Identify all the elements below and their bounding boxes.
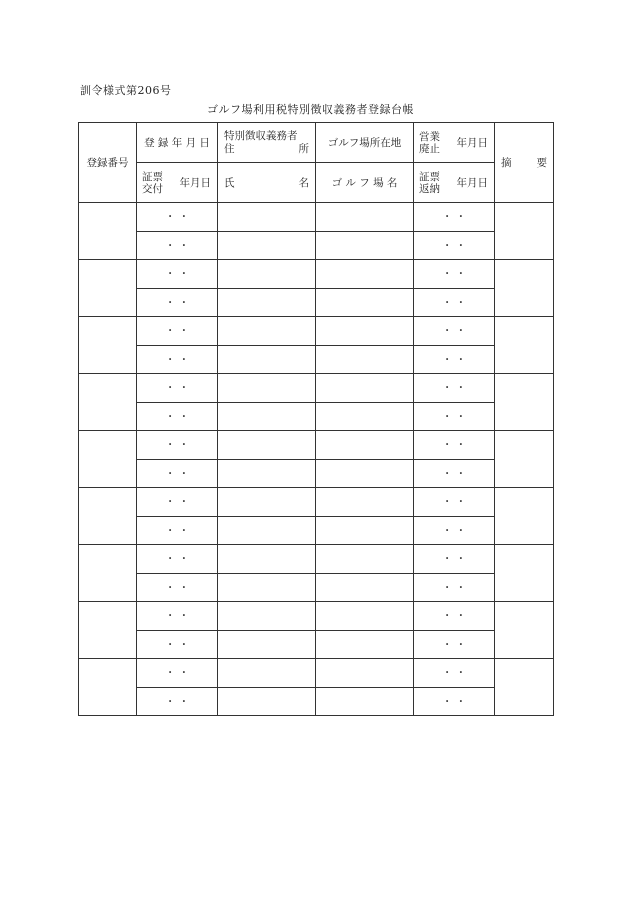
registration-date-cell[interactable]: ・ ・ <box>137 431 218 460</box>
collector-name-cell[interactable] <box>218 402 316 431</box>
entry-row-lower <box>79 402 554 431</box>
document-title: ゴルフ場利用税特別徴収義務者登録台帳 <box>207 103 414 116</box>
course-name-cell[interactable] <box>316 231 414 260</box>
remarks-cell[interactable] <box>495 602 554 659</box>
course-name-cell[interactable] <box>316 630 414 659</box>
remarks-cell[interactable] <box>495 203 554 260</box>
header-name-right: 名 <box>298 177 309 189</box>
course-location-cell[interactable] <box>316 431 414 460</box>
course-location-cell[interactable] <box>316 374 414 403</box>
form-number: 訓令様式第206号 <box>80 84 172 97</box>
entry-row-upper <box>79 260 554 289</box>
header-collector-label: 特別徴収義務者 <box>224 129 298 142</box>
certificate-issued-date-cell[interactable]: ・ ・ <box>137 687 218 716</box>
header-business-bottom: 廃止 <box>419 142 440 155</box>
header-return-top: 証票 <box>419 170 440 183</box>
certificate-returned-date-cell[interactable]: ・ ・ <box>414 459 495 488</box>
course-location-cell[interactable] <box>316 659 414 688</box>
course-name-cell[interactable] <box>316 516 414 545</box>
header-remarks-right: 要 <box>536 157 547 169</box>
collector-name-cell[interactable] <box>218 516 316 545</box>
collector-address-cell[interactable] <box>218 317 316 346</box>
header-name-left: 氏 <box>224 177 235 189</box>
entry-row-upper <box>79 602 554 631</box>
registration-number-cell[interactable] <box>79 260 137 317</box>
collector-address-cell[interactable] <box>218 431 316 460</box>
business-closure-date-cell[interactable]: ・ ・ <box>414 545 495 574</box>
collector-name-cell[interactable] <box>218 345 316 374</box>
collector-name-cell[interactable] <box>218 687 316 716</box>
collector-name-cell[interactable] <box>218 459 316 488</box>
header-registration-date: 登 録 年 月 日 <box>137 123 218 163</box>
business-closure-date-cell[interactable]: ・ ・ <box>414 203 495 232</box>
registration-number-cell[interactable] <box>79 203 137 260</box>
header-registration-number: 登録番号 <box>79 123 137 203</box>
header-remarks-left: 摘 <box>501 157 512 169</box>
header-address-left: 住 <box>224 142 235 155</box>
registration-number-cell[interactable] <box>79 602 137 659</box>
course-name-cell[interactable] <box>316 402 414 431</box>
remarks-cell[interactable] <box>495 431 554 488</box>
remarks-cell[interactable] <box>495 260 554 317</box>
certificate-issued-date-cell[interactable]: ・ ・ <box>137 573 218 602</box>
certificate-issued-date-cell[interactable]: ・ ・ <box>137 288 218 317</box>
collector-address-cell[interactable] <box>218 203 316 232</box>
business-closure-date-cell[interactable]: ・ ・ <box>414 659 495 688</box>
certificate-returned-date-cell[interactable]: ・ ・ <box>414 630 495 659</box>
header-course-name: ゴ ル フ 場 名 <box>316 163 414 203</box>
header-business-top: 営業 <box>419 130 440 143</box>
entry-row-lower <box>79 687 554 716</box>
business-closure-date-cell[interactable]: ・ ・ <box>414 602 495 631</box>
header-return-ymd: 年月日 <box>456 177 488 189</box>
course-location-cell[interactable] <box>316 602 414 631</box>
header-row-2 <box>79 163 554 203</box>
remarks-cell[interactable] <box>495 374 554 431</box>
certificate-issued-date-cell[interactable]: ・ ・ <box>137 345 218 374</box>
header-address-right: 所 <box>298 142 309 155</box>
registration-date-cell[interactable]: ・ ・ <box>137 317 218 346</box>
registration-number-cell[interactable] <box>79 659 137 716</box>
remarks-cell[interactable] <box>495 545 554 602</box>
header-certificate-issued <box>137 163 218 203</box>
certificate-returned-date-cell[interactable]: ・ ・ <box>414 687 495 716</box>
business-closure-date-cell[interactable]: ・ ・ <box>414 488 495 517</box>
certificate-issued-date-cell[interactable]: ・ ・ <box>137 516 218 545</box>
registration-number-cell[interactable] <box>79 431 137 488</box>
entry-row-upper <box>79 659 554 688</box>
business-closure-date-cell[interactable]: ・ ・ <box>414 431 495 460</box>
collector-address-cell[interactable] <box>218 260 316 289</box>
course-name-cell[interactable] <box>316 459 414 488</box>
entry-row-upper <box>79 545 554 574</box>
course-name-cell[interactable] <box>316 687 414 716</box>
collector-address-cell[interactable] <box>218 545 316 574</box>
header-business-closure <box>414 123 495 163</box>
certificate-returned-date-cell[interactable]: ・ ・ <box>414 288 495 317</box>
entry-row-upper <box>79 374 554 403</box>
certificate-returned-date-cell[interactable]: ・ ・ <box>414 516 495 545</box>
collector-address-cell[interactable] <box>218 602 316 631</box>
certificate-returned-date-cell[interactable]: ・ ・ <box>414 345 495 374</box>
registration-date-cell[interactable]: ・ ・ <box>137 260 218 289</box>
entry-row-upper <box>79 488 554 517</box>
header-business-ymd: 年月日 <box>456 137 488 149</box>
certificate-issued-date-cell[interactable]: ・ ・ <box>137 231 218 260</box>
header-collector-name <box>218 163 316 203</box>
entry-row-lower <box>79 288 554 317</box>
header-return-bottom: 返納 <box>419 182 440 195</box>
course-location-cell[interactable] <box>316 203 414 232</box>
course-name-cell[interactable] <box>316 573 414 602</box>
entry-row-lower <box>79 573 554 602</box>
entry-row-upper <box>79 203 554 232</box>
collector-name-cell[interactable] <box>218 288 316 317</box>
certificate-returned-date-cell[interactable]: ・ ・ <box>414 402 495 431</box>
header-cert-bottom: 交付 <box>142 182 163 195</box>
collector-address-cell[interactable] <box>218 374 316 403</box>
header-remarks <box>495 123 554 203</box>
registration-date-cell[interactable]: ・ ・ <box>137 659 218 688</box>
header-collector-address <box>218 123 316 163</box>
course-location-cell[interactable] <box>316 260 414 289</box>
entry-row-lower <box>79 459 554 488</box>
course-location-cell[interactable] <box>316 317 414 346</box>
collector-name-cell[interactable] <box>218 231 316 260</box>
entry-row-lower <box>79 516 554 545</box>
registration-date-cell[interactable]: ・ ・ <box>137 545 218 574</box>
business-closure-date-cell[interactable]: ・ ・ <box>414 317 495 346</box>
registration-date-cell[interactable]: ・ ・ <box>137 374 218 403</box>
remarks-cell[interactable] <box>495 317 554 374</box>
entry-row-lower <box>79 630 554 659</box>
header-cert-top: 証票 <box>142 170 163 183</box>
entry-row-upper <box>79 431 554 460</box>
certificate-issued-date-cell[interactable]: ・ ・ <box>137 630 218 659</box>
header-cert-ymd: 年月日 <box>179 177 211 189</box>
registration-number-cell[interactable] <box>79 488 137 545</box>
header-course-location: ゴルフ場所在地 <box>316 123 414 163</box>
certificate-issued-date-cell[interactable]: ・ ・ <box>137 459 218 488</box>
registration-number-cell[interactable] <box>79 374 137 431</box>
collector-address-cell[interactable] <box>218 659 316 688</box>
business-closure-date-cell[interactable]: ・ ・ <box>414 374 495 403</box>
collector-name-cell[interactable] <box>218 630 316 659</box>
registration-number-cell[interactable] <box>79 317 137 374</box>
registration-date-cell[interactable]: ・ ・ <box>137 602 218 631</box>
certificate-returned-date-cell[interactable]: ・ ・ <box>414 573 495 602</box>
entry-row-lower <box>79 231 554 260</box>
entry-row-upper <box>79 317 554 346</box>
course-location-cell[interactable] <box>316 488 414 517</box>
certificate-issued-date-cell[interactable]: ・ ・ <box>137 402 218 431</box>
business-closure-date-cell[interactable]: ・ ・ <box>414 260 495 289</box>
registration-number-cell[interactable] <box>79 545 137 602</box>
remarks-cell[interactable] <box>495 659 554 716</box>
header-certificate-returned <box>414 163 495 203</box>
course-location-cell[interactable] <box>316 545 414 574</box>
collector-name-cell[interactable] <box>218 573 316 602</box>
course-name-cell[interactable] <box>316 345 414 374</box>
header-row-1 <box>79 123 554 163</box>
remarks-cell[interactable] <box>495 488 554 545</box>
collector-address-cell[interactable] <box>218 488 316 517</box>
course-name-cell[interactable] <box>316 288 414 317</box>
certificate-returned-date-cell[interactable]: ・ ・ <box>414 231 495 260</box>
entry-row-lower <box>79 345 554 374</box>
registration-date-cell[interactable]: ・ ・ <box>137 203 218 232</box>
registration-ledger-table <box>78 122 554 716</box>
registration-date-cell[interactable]: ・ ・ <box>137 488 218 517</box>
